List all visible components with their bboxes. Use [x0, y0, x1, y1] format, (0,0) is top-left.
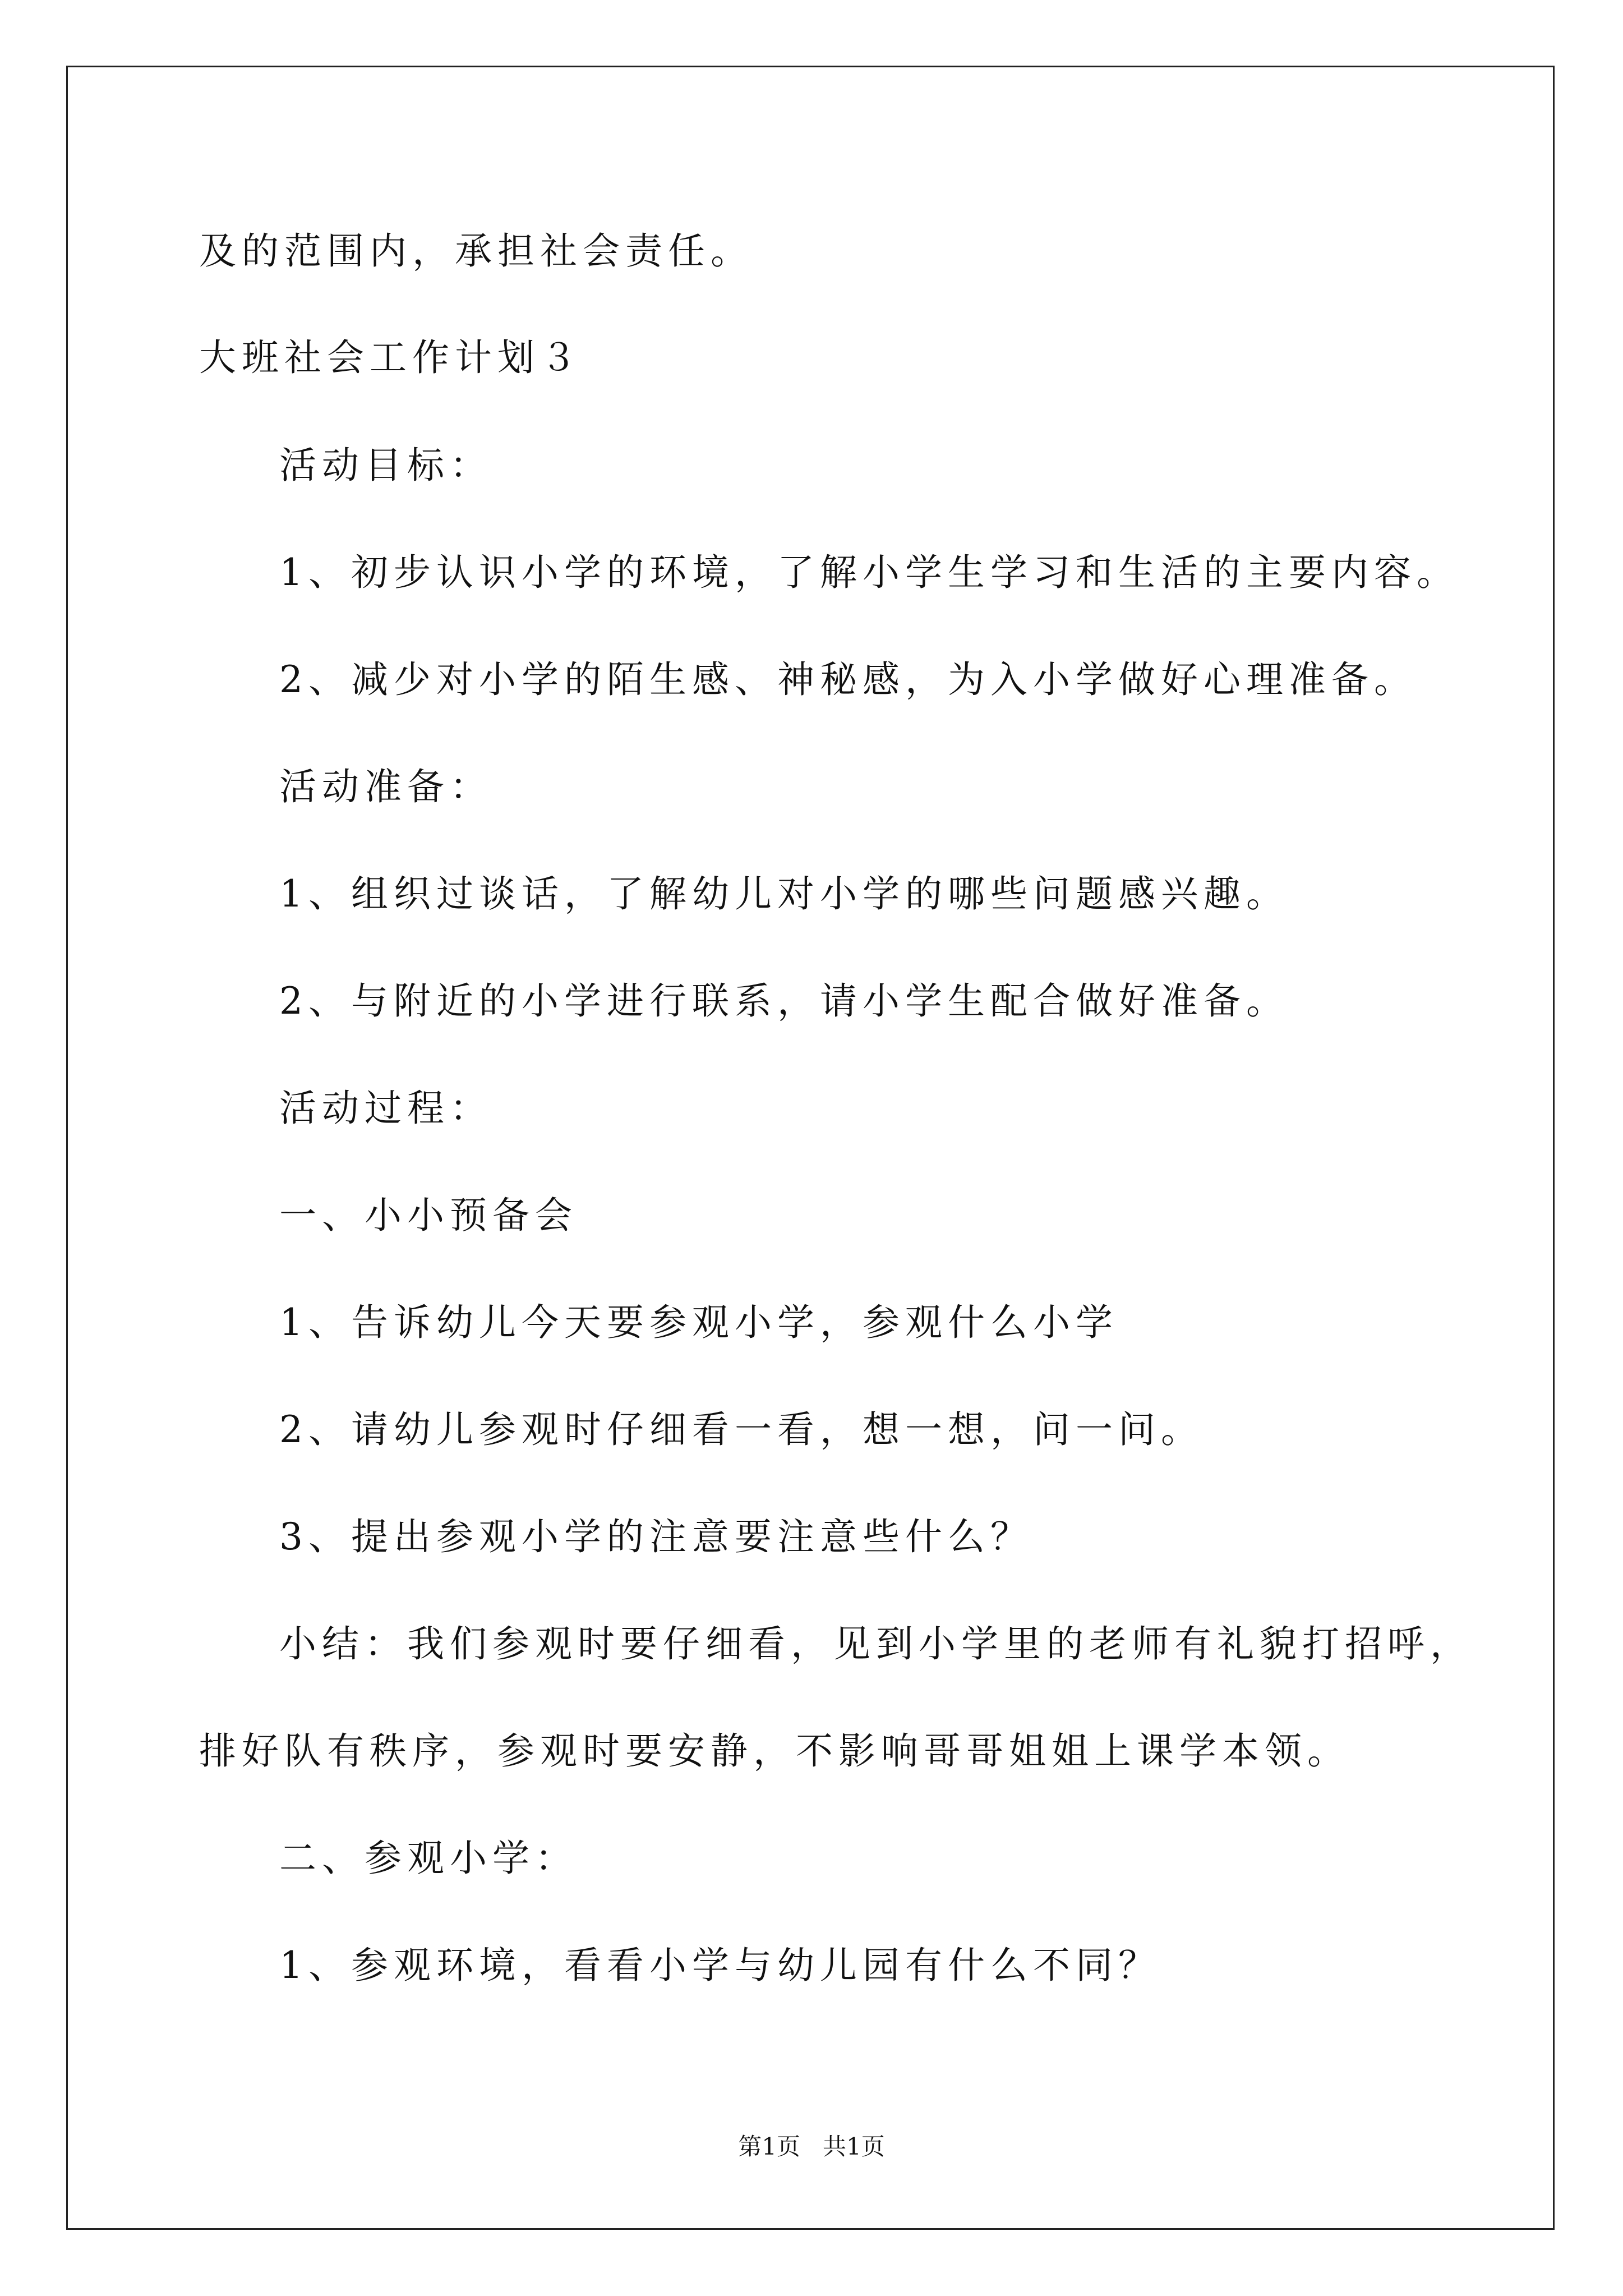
- subheading-activity-goals: 活动目标：: [279, 444, 492, 487]
- subheading-activity-prep: 活动准备：: [279, 765, 492, 808]
- text-line: 及的范围内，承担社会责任。: [199, 229, 753, 273]
- page-number-footer: 第1页 共1页: [738, 2133, 885, 2160]
- subheading-activity-process: 活动过程：: [279, 1087, 492, 1130]
- text-line: 3、提出参观小学的注意要注意些什么？: [279, 1515, 1033, 1558]
- text-line: 2、请幼儿参观时仔细看一看，想一想，问一问。: [279, 1408, 1204, 1451]
- section-heading: 大班社会工作计划３: [199, 336, 583, 379]
- text-line: 二、参观小学：: [279, 1837, 578, 1880]
- text-line: 一、小小预备会: [279, 1194, 578, 1237]
- page-frame: [66, 66, 1555, 2230]
- text-line: 排好队有秩序，参观时要安静，不影响哥哥姐姐上课学本领。: [199, 1729, 1350, 1773]
- text-line: 1、初步认识小学的环境，了解小学生学习和生活的主要内容。: [279, 551, 1459, 594]
- text-line: 小结：我们参观时要仔细看，见到小学里的老师有礼貌打招呼，: [279, 1622, 1473, 1665]
- text-line: 1、告诉幼儿今天要参观小学，参观什么小学: [279, 1301, 1118, 1344]
- text-line: 1、参观环境，看看小学与幼儿园有什么不同？: [279, 1944, 1161, 1987]
- text-line: 2、减少对小学的陌生感、神秘感，为入小学做好心理准备。: [279, 658, 1417, 701]
- text-line: 1、组织过谈话，了解幼儿对小学的哪些问题感兴趣。: [279, 872, 1289, 915]
- text-line: 2、与附近的小学进行联系，请小学生配合做好准备。: [279, 979, 1289, 1023]
